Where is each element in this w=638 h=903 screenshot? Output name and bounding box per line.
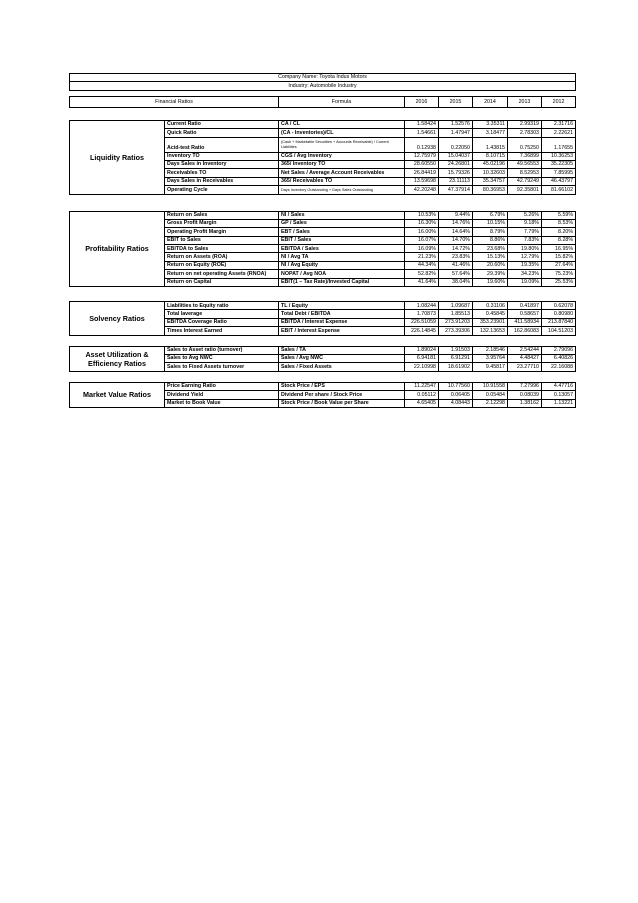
ratio-value: 14.64%: [439, 228, 473, 236]
ratio-value: 12.75979: [405, 152, 439, 160]
ratio-formula: NI / Sales: [279, 211, 405, 219]
ratio-name: Sales to Avg NWC: [165, 354, 279, 362]
ratio-value: 75.23%: [542, 270, 576, 278]
ratio-value: 16.95%: [542, 245, 576, 253]
ratio-value: 35.34757: [473, 177, 508, 185]
ratio-value: 10.32603: [473, 169, 508, 177]
ratio-name: Receivables TO: [165, 169, 279, 177]
ratio-value: 2.79096: [542, 346, 576, 354]
ratio-value: 4.08443: [439, 399, 473, 407]
ratio-name: Return on Equity (ROE): [165, 261, 279, 269]
ratio-value: 132.13653: [473, 327, 508, 335]
ratio-value: 9.45817: [473, 363, 508, 371]
ratio-value: 26.84419: [405, 169, 439, 177]
ratio-value: 1.09687: [439, 302, 473, 310]
year-header: 2016: [405, 96, 439, 107]
ratio-value: 19.60%: [473, 278, 508, 286]
ratio-value: 12.79%: [508, 253, 542, 261]
ratio-value: 13.59698: [405, 177, 439, 185]
ratio-value: 81.66102: [542, 186, 576, 194]
ratio-value: 9.18%: [508, 219, 542, 227]
category-label: Market Value Ratios: [70, 382, 165, 407]
ratio-name: Return on Assets (ROA): [165, 253, 279, 261]
category-label: Profitability Ratios: [70, 211, 165, 287]
ratio-value: 10.91558: [473, 382, 508, 390]
ratio-value: 6.40826: [542, 354, 576, 362]
ratio-value: 1.54661: [405, 129, 439, 137]
ratio-value: 29.39%: [473, 270, 508, 278]
ratio-value: 162.86083: [508, 327, 542, 335]
ratio-value: 7.27996: [508, 382, 542, 390]
ratio-name: EBITDA Coverage Ratio: [165, 318, 279, 326]
ratio-value: 6.79%: [473, 211, 508, 219]
ratio-name: Days Sales in Receivables: [165, 177, 279, 185]
ratio-name: Return on Capital: [165, 278, 279, 286]
ratio-formula: CGS / Avg Inventory: [279, 152, 405, 160]
section-spacer: [70, 335, 576, 346]
ratio-name: Operating Cycle: [165, 186, 279, 194]
ratio-value: 0.45845: [473, 310, 508, 318]
ratio-value: 1.43815: [473, 137, 508, 152]
ratio-value: 0.06405: [439, 391, 473, 399]
table-row: [70, 211, 576, 219]
ratio-name: Times Interest Earned: [165, 327, 279, 335]
year-header: 2012: [542, 96, 576, 107]
ratio-value: 10.15%: [473, 219, 508, 227]
ratio-value: 15.82%: [542, 253, 576, 261]
ratio-value: 4.48427: [508, 354, 542, 362]
ratio-formula: Total Debt / EBITDA: [279, 310, 405, 318]
ratio-value: 38.04%: [439, 278, 473, 286]
ratio-value: 35.22305: [542, 160, 576, 168]
section-spacer: [70, 194, 576, 211]
ratio-formula: Sales / Fixed Assets: [279, 363, 405, 371]
ratio-value: 22.10998: [405, 363, 439, 371]
ratio-value: 5.59%: [542, 211, 576, 219]
ratio-name: Quick Ratio: [165, 129, 279, 137]
ratio-formula: EBIT(1 – Tax Rate)/Invested Capital: [279, 278, 405, 286]
ratio-name: Operating Profit Margin: [165, 228, 279, 236]
ratio-value: 8.20%: [542, 228, 576, 236]
ratio-value: 0.58657: [508, 310, 542, 318]
ratio-value: 45.02196: [473, 160, 508, 168]
table-row: [70, 382, 576, 390]
ratio-name: EBIT to Sales: [165, 236, 279, 244]
ratio-formula: (CA - Inventories)/CL: [279, 129, 405, 137]
ratio-value: 16.00%: [405, 228, 439, 236]
ratio-value: 15.13%: [473, 253, 508, 261]
ratio-value: 1.70873: [405, 310, 439, 318]
ratio-formula: EBIT / Interest Expense: [279, 327, 405, 335]
ratio-value: 23.83%: [439, 253, 473, 261]
ratio-name: Market to Book Value: [165, 399, 279, 407]
ratio-value: 7.83%: [508, 236, 542, 244]
year-header: 2013: [508, 96, 542, 107]
ratio-formula: Stock Price / Book Value per Share: [279, 399, 405, 407]
ratio-value: 7.85995: [542, 169, 576, 177]
ratio-value: 41.64%: [405, 278, 439, 286]
ratio-value: 0.05484: [473, 391, 508, 399]
ratio-value: 18.61902: [439, 363, 473, 371]
ratio-value: 0.05112: [405, 391, 439, 399]
ratio-value: 22.16088: [542, 363, 576, 371]
section-spacer: [70, 107, 576, 120]
ratio-name: Liabilities to Equity ratio: [165, 302, 279, 310]
ratio-value: 1.91503: [439, 346, 473, 354]
ratio-value: 15.04037: [439, 152, 473, 160]
ratio-value: 226.14845: [405, 327, 439, 335]
ratio-value: 2.54244: [508, 346, 542, 354]
section-spacer: [70, 287, 576, 302]
ratio-value: 92.35801: [508, 186, 542, 194]
category-label: Asset Utilization & Efficiency Ratios: [70, 346, 165, 371]
ratio-value: 2.31716: [542, 120, 576, 128]
ratio-value: 0.22050: [439, 137, 473, 152]
ratio-value: 23.27710: [508, 363, 542, 371]
ratio-value: 273.91203: [439, 318, 473, 326]
ratio-value: 1.52576: [439, 120, 473, 128]
ratio-name: Inventory TO: [165, 152, 279, 160]
ratio-value: 213.87840: [542, 318, 576, 326]
ratio-name: Total laverage: [165, 310, 279, 318]
table-row: [70, 302, 576, 310]
ratio-value: 47.37914: [439, 186, 473, 194]
ratio-value: 0.13057: [542, 391, 576, 399]
ratio-value: 0.08039: [508, 391, 542, 399]
ratio-formula: Days Inventory Outstanding + Days Sales Outstanding: [279, 186, 405, 194]
ratio-name: Sales to Asset ratio (turnover): [165, 346, 279, 354]
ratio-value: 52.82%: [405, 270, 439, 278]
ratio-value: 4.47716: [542, 382, 576, 390]
ratio-formula: EBITDA / Sales: [279, 245, 405, 253]
ratio-formula: 365/ Receivables TO: [279, 177, 405, 185]
ratio-formula: TL / Equity: [279, 302, 405, 310]
ratio-value: 16.09%: [405, 245, 439, 253]
table-row: [70, 120, 576, 128]
ratio-value: 41.46%: [439, 261, 473, 269]
ratio-value: 8.52953: [508, 169, 542, 177]
ratio-value: 16.07%: [405, 236, 439, 244]
ratio-value: 16.30%: [405, 219, 439, 227]
ratio-value: 23.11113: [439, 177, 473, 185]
ratio-value: 1.38162: [508, 399, 542, 407]
ratio-value: 226.51059: [405, 318, 439, 326]
ratio-value: 42.79249: [508, 177, 542, 185]
ratio-value: 8.79%: [473, 228, 508, 236]
category-label: Liquidity Ratios: [70, 120, 165, 194]
financial-ratios-header: Financial Ratios: [70, 96, 279, 107]
ratio-value: 0.62078: [542, 302, 576, 310]
ratio-value: 25.53%: [542, 278, 576, 286]
ratio-formula: NOPAT / Avg NOA: [279, 270, 405, 278]
ratio-value: 0.75250: [508, 137, 542, 152]
ratio-value: 42.20248: [405, 186, 439, 194]
ratio-value: 1.47947: [439, 129, 473, 137]
ratio-name: Return on net operating Assets (RNOA): [165, 270, 279, 278]
ratio-value: 49.56553: [508, 160, 542, 168]
ratio-value: 1.17655: [542, 137, 576, 152]
ratio-formula: Sales / TA: [279, 346, 405, 354]
ratio-value: 2.12298: [473, 399, 508, 407]
ratio-value: 1.08244: [405, 302, 439, 310]
ratio-value: 23.68%: [473, 245, 508, 253]
ratio-formula: CA / CL: [279, 120, 405, 128]
ratio-value: 20.60%: [473, 261, 508, 269]
ratio-formula: Dividend Per share / Stock Price: [279, 391, 405, 399]
ratio-name: Dividend Yield: [165, 391, 279, 399]
ratio-value: 3.95764: [473, 354, 508, 362]
ratio-formula: (Cash + Marketable Securities + Accounts Receivable) / Current Liabilities: [279, 137, 405, 152]
ratio-name: Days Sales in Inventory: [165, 160, 279, 168]
ratio-value: 1.89024: [405, 346, 439, 354]
ratio-value: 34.23%: [508, 270, 542, 278]
ratio-sheet: [69, 73, 575, 408]
ratio-value: 1.13221: [542, 399, 576, 407]
ratio-name: Current Ratio: [165, 120, 279, 128]
ratio-value: 7.36899: [508, 152, 542, 160]
ratio-formula: GP / Sales: [279, 219, 405, 227]
category-label: Solvency Ratios: [70, 302, 165, 336]
ratio-value: 57.64%: [439, 270, 473, 278]
ratio-value: 2.18546: [473, 346, 508, 354]
ratio-formula: Stock Price / EPS: [279, 382, 405, 390]
ratio-value: 2.22621: [542, 129, 576, 137]
ratio-value: 14.72%: [439, 245, 473, 253]
ratio-value: 353.23901: [473, 318, 508, 326]
ratio-value: 19.09%: [508, 278, 542, 286]
ratio-value: 10.36253: [542, 152, 576, 160]
ratio-value: 19.80%: [508, 245, 542, 253]
ratio-name: Return on Sales: [165, 211, 279, 219]
ratio-value: 6.91291: [439, 354, 473, 362]
ratio-value: 21.23%: [405, 253, 439, 261]
table-row: [70, 346, 576, 354]
ratio-value: 4.65405: [405, 399, 439, 407]
ratio-value: 6.94181: [405, 354, 439, 362]
year-header: 2015: [439, 96, 473, 107]
ratio-formula: NI / Avg TA: [279, 253, 405, 261]
ratio-value: 15.79326: [439, 169, 473, 177]
industry-name: Industry: Automobile Industry: [70, 82, 576, 90]
ratio-name: EBITDA to Sales: [165, 245, 279, 253]
ratio-value: 28.60550: [405, 160, 439, 168]
ratio-value: 10.77560: [439, 382, 473, 390]
ratio-value: 1.85513: [439, 310, 473, 318]
ratio-value: 3.35311: [473, 120, 508, 128]
ratio-value: 8.28%: [542, 236, 576, 244]
ratio-value: 5.26%: [508, 211, 542, 219]
ratio-value: 24.26801: [439, 160, 473, 168]
ratio-value: 0.12938: [405, 137, 439, 152]
ratio-formula: Net Sales / Average Account Receivables: [279, 169, 405, 177]
ratio-table: [69, 73, 576, 408]
ratio-value: 7.79%: [508, 228, 542, 236]
ratio-value: 8.10715: [473, 152, 508, 160]
ratio-formula: EBITDA / Interest Expense: [279, 318, 405, 326]
ratio-value: 3.18477: [473, 129, 508, 137]
section-spacer: [70, 371, 576, 382]
ratio-value: 273.39306: [439, 327, 473, 335]
ratio-value: 1.58424: [405, 120, 439, 128]
ratio-formula: EBT / Sales: [279, 228, 405, 236]
ratio-value: 27.64%: [542, 261, 576, 269]
ratio-name: Sales to Fixed Assets turnover: [165, 363, 279, 371]
column-header-row: [70, 96, 576, 107]
ratio-value: 10.53%: [405, 211, 439, 219]
ratio-value: 411.58934: [508, 318, 542, 326]
ratio-value: 11.22547: [405, 382, 439, 390]
company-name: Company Name: Toyota Indus Motors: [70, 74, 576, 82]
ratio-name: Gross Profit Margin: [165, 219, 279, 227]
year-header: 2014: [473, 96, 508, 107]
ratio-value: 46.43797: [542, 177, 576, 185]
ratio-value: 14.76%: [439, 219, 473, 227]
ratio-formula: 365/ Inventory TO: [279, 160, 405, 168]
ratio-value: 104.51203: [542, 327, 576, 335]
ratio-value: 2.78303: [508, 129, 542, 137]
ratio-value: 8.53%: [542, 219, 576, 227]
ratio-formula: EBIT / Sales: [279, 236, 405, 244]
formula-header: Formula: [279, 96, 405, 107]
ratio-value: 9.44%: [439, 211, 473, 219]
ratio-value: 44.34%: [405, 261, 439, 269]
ratio-formula: NI / Avg Equity: [279, 261, 405, 269]
ratio-value: 0.31106: [473, 302, 508, 310]
ratio-formula: Sales / Avg NWC: [279, 354, 405, 362]
ratio-name: Acid-test Ratio: [165, 137, 279, 152]
ratio-value: 0.80980: [542, 310, 576, 318]
ratio-value: 2.99319: [508, 120, 542, 128]
ratio-value: 8.86%: [473, 236, 508, 244]
ratio-value: 0.41897: [508, 302, 542, 310]
ratio-value: 19.35%: [508, 261, 542, 269]
ratio-value: 80.36953: [473, 186, 508, 194]
ratio-value: 14.70%: [439, 236, 473, 244]
ratio-name: Price Earning Ratio: [165, 382, 279, 390]
